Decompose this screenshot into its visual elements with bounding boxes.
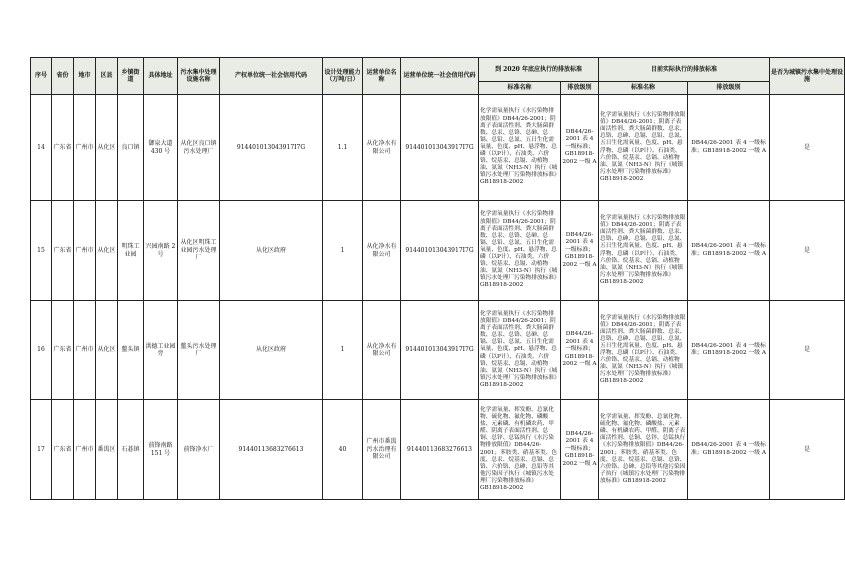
cell-operator-code: 914401013043917I7G bbox=[401, 95, 479, 201]
cell-district: 从化区 bbox=[96, 201, 118, 301]
cell-std-current: 化学需氧量执行《水污染物排放限值》DB44/26-2001；阴离子表面活性剂、粪大肠菌群数、总汞、总铬、总砷、总镉、总铅、总氮、五日生化需氧量、色度、pH、悬浮物、总磷（以P计）、石油类、六价铬、烷基汞、总镉、动植物油、氨氮（NH3-N）执行《城镇污水处理厂污染物排放标准》GB18918-2002 bbox=[599, 201, 688, 301]
cell-city: 广州市 bbox=[74, 95, 96, 201]
header-std-level-2020: 排放级别 bbox=[561, 82, 599, 95]
cell-district: 从化区 bbox=[96, 95, 118, 201]
cell-seq: 15 bbox=[31, 201, 52, 301]
header-address: 具体地址 bbox=[144, 58, 178, 95]
cell-facility-name: 从化区良口镇污水处理厂 bbox=[178, 95, 220, 201]
table-row bbox=[31, 95, 845, 201]
cell-lvl-current: DB44/26-2001 表 4 一级标准；GB18918-2002 一级 A bbox=[688, 301, 770, 400]
cell-province: 广东省 bbox=[52, 95, 74, 201]
header-std-name-current: 标准名称 bbox=[599, 82, 688, 95]
cell-operator-code: 91440113683276613 bbox=[401, 400, 479, 500]
cell-lvl-current: DB44/26-2001 表 4 一级标准；GB18918-2002 一级 A bbox=[688, 201, 770, 301]
cell-town: 鳌头镇 bbox=[118, 301, 144, 400]
cell-std-current: 化学需氧量、挥发酚、总氰化物、硫化物、氟化物、磷酸盐、元素磷、有机磷农药、甲醛、阴离子表面活性剂、总铜、总锌、总锰执行《水污染物排放限值》DB44/26-2001；苯胺类、硝基苯类、色度、总汞、烷基汞、总镉、总铬、六价铬、总砷、总铅等其他污染因子执行《城镇污水处理厂污染物排放标准》GB18918-2002 bbox=[599, 400, 688, 500]
cell-city: 广州市 bbox=[74, 400, 96, 500]
cell-address: 前锋南路 151 号 bbox=[144, 400, 178, 500]
cell-owner-code: 从化区政府 bbox=[220, 201, 323, 301]
cell-facility-name: 鳌头污水处理厂 bbox=[178, 301, 220, 400]
cell-facility-name: 前锋净水厂 bbox=[178, 400, 220, 500]
cell-province: 广东省 bbox=[52, 400, 74, 500]
cell-is-centralized: 是 bbox=[770, 301, 845, 400]
cell-lvl-current: DB44/26-2001 表 4 一级标准；GB18918-2002 一级 A bbox=[688, 400, 770, 500]
cell-capacity: 40 bbox=[323, 400, 363, 500]
cell-seq: 14 bbox=[31, 95, 52, 201]
cell-operator: 广州市番禺污水治理有限公司 bbox=[363, 400, 401, 500]
header-capacity: 设计处理能力（万吨/日） bbox=[323, 58, 363, 95]
cell-seq: 17 bbox=[31, 400, 52, 500]
header-province: 省份 bbox=[52, 58, 74, 95]
cell-operator: 从化净水有限公司 bbox=[363, 301, 401, 400]
cell-operator-code: 914401013043917I7G bbox=[401, 301, 479, 400]
header-facility-name: 污水集中处理设施名称 bbox=[178, 58, 220, 95]
header-operator-code: 运营单位统一社会信用代码 bbox=[401, 58, 479, 95]
cell-town: 石碁镇 bbox=[118, 400, 144, 500]
header-std-level-current: 排放级别 bbox=[688, 82, 770, 95]
cell-capacity: 1 bbox=[323, 301, 363, 400]
cell-is-centralized: 是 bbox=[770, 95, 845, 201]
header-operator: 运营单位名称 bbox=[363, 58, 401, 95]
cell-lvl-2020: DB44/26-2001 表 4 一级标准；GB18918-2002 一级 A bbox=[561, 400, 599, 500]
cell-province: 广东省 bbox=[52, 201, 74, 301]
cell-owner-code: 91440113683276613 bbox=[220, 400, 323, 500]
cell-lvl-2020: DB44/26-2001 表 4 一级标准；GB18918-2002 一级 A bbox=[561, 201, 599, 301]
cell-std-current: 化学需氧量执行《水污染物排放限值》DB44/26-2001；阴离子表面活性剂、粪大肠菌群数、总汞、总铬、总砷、总镉、总铅、总氮、五日生化需氧量、色度、pH、悬浮物、总磷（以P计）、石油类、六价铬、烷基汞、总镉、动植物油、氨氮（NH3-N）执行《城镇污水处理厂污染物排放标准》GB18918-2002 bbox=[599, 301, 688, 400]
cell-operator: 从化净水有限公司 bbox=[363, 201, 401, 301]
cell-operator-code: 914401013043917I7G bbox=[401, 201, 479, 301]
cell-address: 兴园南路 2 号 bbox=[144, 201, 178, 301]
cell-address: 御泉大道 430 号 bbox=[144, 95, 178, 201]
cell-city: 广州市 bbox=[74, 301, 96, 400]
cell-seq: 16 bbox=[31, 301, 52, 400]
cell-district: 从化区 bbox=[96, 301, 118, 400]
cell-std-current: 化学需氧量执行《水污染物排放限值》DB44/26-2001；阴离子表面活性剂、粪大肠菌群数、总汞、总铬、总砷、总镉、总铅、总氮、五日生化需氧量、色度、pH、悬浮物、总磷（以P计）、石油类、六价铬、烷基汞、总镉、动植物油、氨氮（NH3-N）执行《城镇污水处理厂污染物排放标准》GB18918-2002 bbox=[599, 95, 688, 201]
header-std-name-2020: 标准名称 bbox=[479, 82, 561, 95]
cell-capacity: 1.1 bbox=[323, 95, 363, 201]
cell-town: 明珠工业园 bbox=[118, 201, 144, 301]
cell-lvl-current: DB44/26-2001 表 4 一级标准；GB18918-2002 一级 A bbox=[688, 95, 770, 201]
cell-std-2020: 化学需氧量执行《水污染物排放限值》DB44/26-2001；阴离子表面活性剂、粪大肠菌群数、总汞、总铬、总砷、总镉、总铅、总氮、五日生化需氧量、色度、pH、悬浮物、总磷（以P计）、石油类、六价铬、烷基汞、总镉、动植物油、氨氮（NH3-N）执行《城镇污水处理厂污染物排放标准》GB18918-2002 bbox=[479, 301, 561, 400]
table-row bbox=[31, 201, 845, 301]
cell-city: 广州市 bbox=[74, 201, 96, 301]
cell-is-centralized: 是 bbox=[770, 201, 845, 301]
header-seq: 序号 bbox=[31, 58, 52, 95]
cell-town: 良口镇 bbox=[118, 95, 144, 201]
table-row bbox=[31, 301, 845, 400]
cell-address: 洪德工业园旁 bbox=[144, 301, 178, 400]
cell-operator: 从化净水有限公司 bbox=[363, 95, 401, 201]
cell-facility-name: 从化区明珠工业园污水处理厂 bbox=[178, 201, 220, 301]
table-row bbox=[31, 400, 845, 500]
cell-owner-code: 914401013043917I7G bbox=[220, 95, 323, 201]
header-town: 乡镇街道 bbox=[118, 58, 144, 95]
facility-table bbox=[30, 57, 845, 500]
cell-owner-code: 从化区政府 bbox=[220, 301, 323, 400]
header-city: 地市 bbox=[74, 58, 96, 95]
cell-is-centralized: 是 bbox=[770, 400, 845, 500]
header-group-current: 目前实际执行的排放标准 bbox=[599, 58, 770, 82]
header-group-2020: 到 2020 年底应执行的排放标准 bbox=[479, 58, 599, 82]
header-row bbox=[31, 58, 845, 82]
cell-capacity: 1 bbox=[323, 201, 363, 301]
cell-lvl-2020: DB44/26-2001 表 4 一级标准；GB18918-2002 一级 A bbox=[561, 301, 599, 400]
header-is-centralized: 是否为城镇污水集中处理设施 bbox=[770, 58, 845, 95]
cell-std-2020: 化学需氧量执行《水污染物排放限值》DB44/26-2001；阴离子表面活性剂、粪大肠菌群数、总汞、总铬、总砷、总镉、总铅、总氮、五日生化需氧量、色度、pH、悬浮物、总磷（以P计）、石油类、六价铬、烷基汞、总镉、动植物油、氨氮（NH3-N）执行《城镇污水处理厂污染物排放标准》GB18918-2002 bbox=[479, 201, 561, 301]
header-district: 区县 bbox=[96, 58, 118, 95]
header-owner-code: 产权单位统一社会信用代码 bbox=[220, 58, 323, 95]
cell-province: 广东省 bbox=[52, 301, 74, 400]
cell-std-2020: 化学需氧量、挥发酚、总氰化物、硫化物、氟化物、磷酸盐、元素磷、有机磷农药、甲醛、阴离子表面活性剂、总铜、总锌、总锰执行《水污染物排放限值》DB44/26-2001；苯胺类、硝基苯类、色度、总汞、烷基汞、总镉、总铬、六价铬、总砷、总铅等其他污染因子执行《城镇污水处理厂污染物排放标准》GB18918-2002 bbox=[479, 400, 561, 500]
cell-district: 番禺区 bbox=[96, 400, 118, 500]
cell-lvl-2020: DB44/26-2001 表 4 一级标准；GB18918-2002 一级 A bbox=[561, 95, 599, 201]
cell-std-2020: 化学需氧量执行《水污染物排放限值》DB44/26-2001；阴离子表面活性剂、粪大肠菌群数、总汞、总铬、总砷、总镉、总铅、总氮、五日生化需氧量、色度、pH、悬浮物、总磷（以P计）、石油类、六价铬、烷基汞、总镉、动植物油、氨氮（NH3-N）执行《城镇污水处理厂污染物排放标准》GB18918-2002 bbox=[479, 95, 561, 201]
